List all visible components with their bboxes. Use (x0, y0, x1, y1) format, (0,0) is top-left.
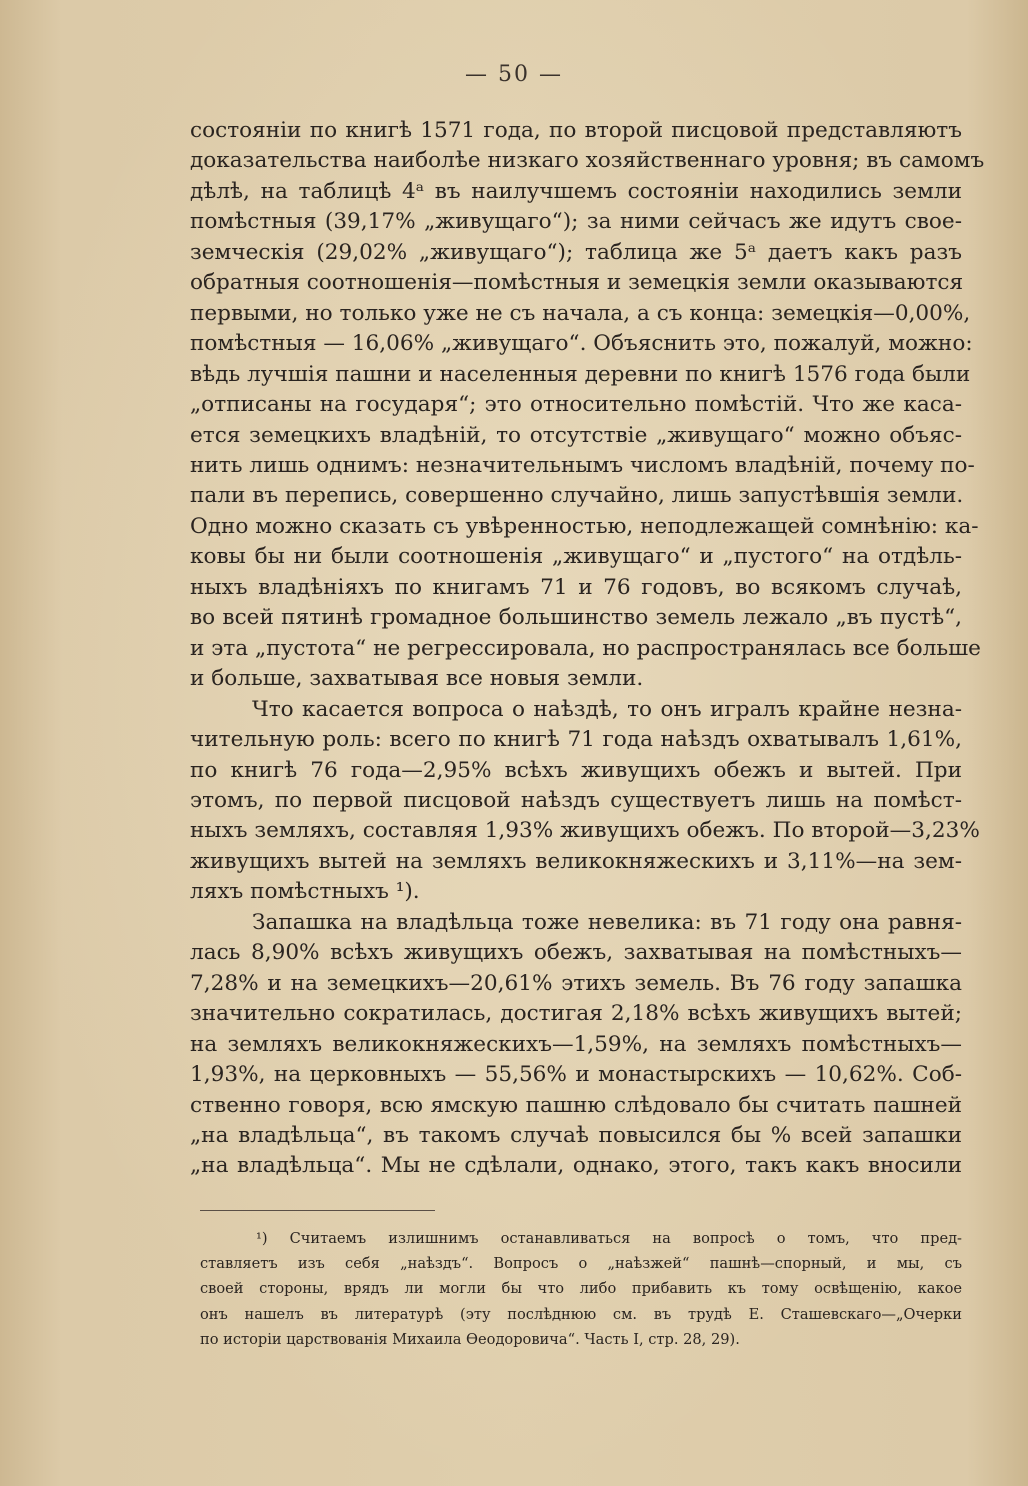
footnote-line: своей стороны, врядъ ли могли бы что либо прибавить къ тому освѣщенiю, какое (200, 1280, 962, 1298)
page-number: — 50 — (465, 62, 563, 87)
text-line: чительную роль: всего по книгѣ 71 года наѣздъ охватывалъ 1,61%, (190, 727, 962, 753)
text-line: во всей пятинѣ громадное большинство земель лежало „въ пустѣ“, (190, 605, 962, 631)
text-line: ковы бы ни были соотношенiя „живущаго“ и „пустого“ на отдѣль- (190, 544, 962, 570)
text-line: и эта „пустота“ не регрессировала, но распространялась все больше (190, 635, 981, 661)
text-line: состоянiи по книгѣ 1571 года, по второй писцовой представляютъ (190, 118, 962, 143)
text-line: ныхъ владѣнiяхъ по книгамъ 71 и 76 годовъ, во всякомъ случаѣ, (190, 574, 962, 600)
text-line: вѣдь лучшiя пашни и населенныя деревни по книгѣ 1576 года были (190, 361, 971, 387)
text-line: Запашка на владѣльца тоже невелика: въ 71 году она равня- (252, 909, 962, 935)
main-text (190, 116, 985, 1182)
footnote-line: ставляетъ изъ себя „наѣздъ“. Вопросъ о „наѣзжей“ пашнѣ—спорный, и мы, съ (200, 1255, 962, 1273)
text-line: земческiя (29,02% „живущаго“); таблица же 5ᵃ даетъ какъ разъ (190, 239, 962, 265)
footnote-line: по исторiи царствованiя Михаила Ѳеодоровича“. Часть I, стр. 28, 29). (200, 1330, 740, 1348)
text-line: 7,28% и на земецкихъ—20,61% этихъ земель. Въ 76 году запашка (190, 970, 962, 996)
text-line: живущихъ вытей на земляхъ великокняжескихъ и 3,11%—на зем- (190, 848, 962, 874)
text-line: дѣлѣ, на таблицѣ 4ᵃ въ наилучшемъ состоянiи находились земли (190, 178, 962, 204)
footnote-line: ¹) Считаемъ излишнимъ останавливаться на вопросѣ о томъ, что пред- (256, 1230, 962, 1247)
footnote-divider (200, 1210, 435, 1211)
text-line: значительно сократилась, достигая 2,18% всѣхъ живущихъ вытей; (190, 1001, 962, 1027)
text-line: нить лишь однимъ: незначительнымъ числомъ владѣнiй, почему по- (190, 452, 975, 478)
text-line: Что касается вопроса о наѣздѣ, то онъ игралъ крайне незна- (252, 696, 962, 722)
text-line: „отписаны на государя“; это относительно помѣстiй. Что же каса- (190, 392, 962, 418)
text-line: на земляхъ великокняжескихъ—1,59%, на земляхъ помѣстныхъ— (190, 1031, 962, 1057)
text-line: лась 8,90% всѣхъ живущихъ обежъ, захватывая на помѣстныхъ— (190, 940, 962, 966)
text-line: ется земецкихъ владѣнiй, то отсутствiе „живущаго“ можно объяс- (190, 422, 962, 448)
text-line: и больше, захватывая все новыя земли. (190, 666, 644, 692)
text-line: первыми, но только уже не съ начала, а съ конца: земецкiя—0,00%, (190, 300, 971, 326)
footnotes (200, 1226, 962, 1352)
text-line: ляхъ помѣстныхъ ¹). (190, 879, 420, 905)
text-line: обратныя соотношенiя—помѣстныя и земецкiя земли оказываются (190, 270, 964, 296)
text-line: ныхъ земляхъ, составляя 1,93% живущихъ обежъ. По второй—3,23% (190, 818, 980, 844)
text-line: „на владѣльца“, въ такомъ случаѣ повысился бы % всей запашки (190, 1122, 962, 1148)
text-line: помѣстныя — 16,06% „живущаго“. Объяснить это, пожалуй, можно: (190, 331, 973, 357)
text-line: „на владѣльца“. Мы не сдѣлали, однако, этого, такъ какъ вносили (190, 1153, 962, 1179)
footnote-line: онъ нашелъ въ литературѣ (эту послѣднюю см. въ трудѣ Е. Сташевскаго—„Очерки (200, 1305, 962, 1323)
text-line: доказательства наиболѣе низкаго хозяйственнаго уровня; въ самомъ (190, 148, 985, 174)
text-line: Одно можно сказать съ увѣренностью, неподлежащей сомнѣнiю: ка- (190, 513, 979, 539)
text-line: ственно говоря, всю ямскую пашню слѣдовало бы считать пашней (190, 1092, 962, 1118)
text-line: пали въ перепись, совершенно случайно, лишь запустѣвшiя земли. (190, 483, 964, 509)
text-line: 1,93%, на церковныхъ — 55,56% и монастырскихъ — 10,62%. Соб- (190, 1062, 962, 1088)
text-line: помѣстныя (39,17% „живущаго“); за ними сейчасъ же идутъ свое- (190, 209, 962, 235)
text-line: по книгѣ 76 года—2,95% всѣхъ живущихъ обежъ и вытей. При (190, 757, 962, 783)
text-line: этомъ, по первой писцовой наѣздъ существуетъ лишь на помѣст- (190, 787, 962, 813)
